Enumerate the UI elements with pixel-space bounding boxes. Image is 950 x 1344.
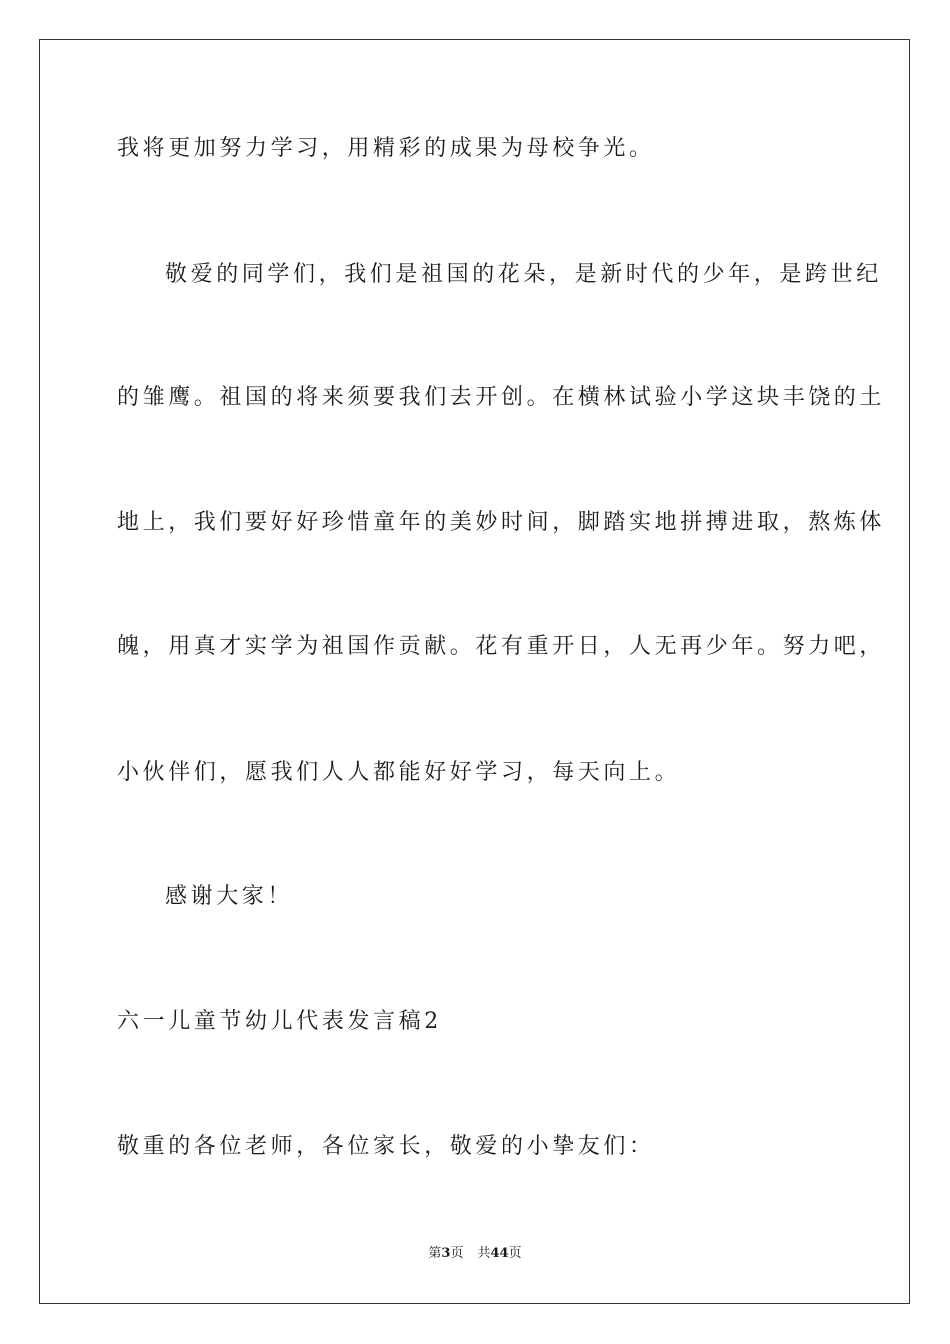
page-prefix: 第 [428,1246,442,1261]
paragraph-line-3: 的雏鹰。祖国的将来须要我们去开创。在横林试验小学这块丰饶的土 [117,385,886,410]
paragraph-line-4: 地上，我们要好好珍惜童年的美妙时间，脚踏实地拼搏进取，熬炼体 [117,510,886,535]
total-pages: 44 [490,1246,509,1261]
paragraph-line-1: 我将更加努力学习，用精彩的成果为母校争光。 [117,136,655,161]
section-heading: 六一儿童节幼儿代表发言稿2 [117,1009,442,1034]
page-suffix: 页 [450,1246,464,1261]
paragraph-line-5: 魄，用真才实学为祖国作贡献。花有重开日，人无再少年。努力吧， [117,634,886,659]
total-suffix: 页 [508,1246,522,1261]
total-prefix: 共 [477,1246,491,1261]
closing-thanks: 感谢大家！ [165,884,294,909]
paragraph-line-6: 小伙伴们，愿我们人人都能好好学习，每天向上。 [117,760,681,785]
salutation-line: 敬重的各位老师，各位家长，敬爱的小挚友们： [117,1134,655,1159]
page-footer [0,1245,950,1263]
page-number: 3 [441,1246,451,1261]
page-border [39,39,910,1304]
paragraph-line-2: 敬爱的同学们，我们是祖国的花朵，是新时代的少年，是跨世纪 [165,262,882,287]
